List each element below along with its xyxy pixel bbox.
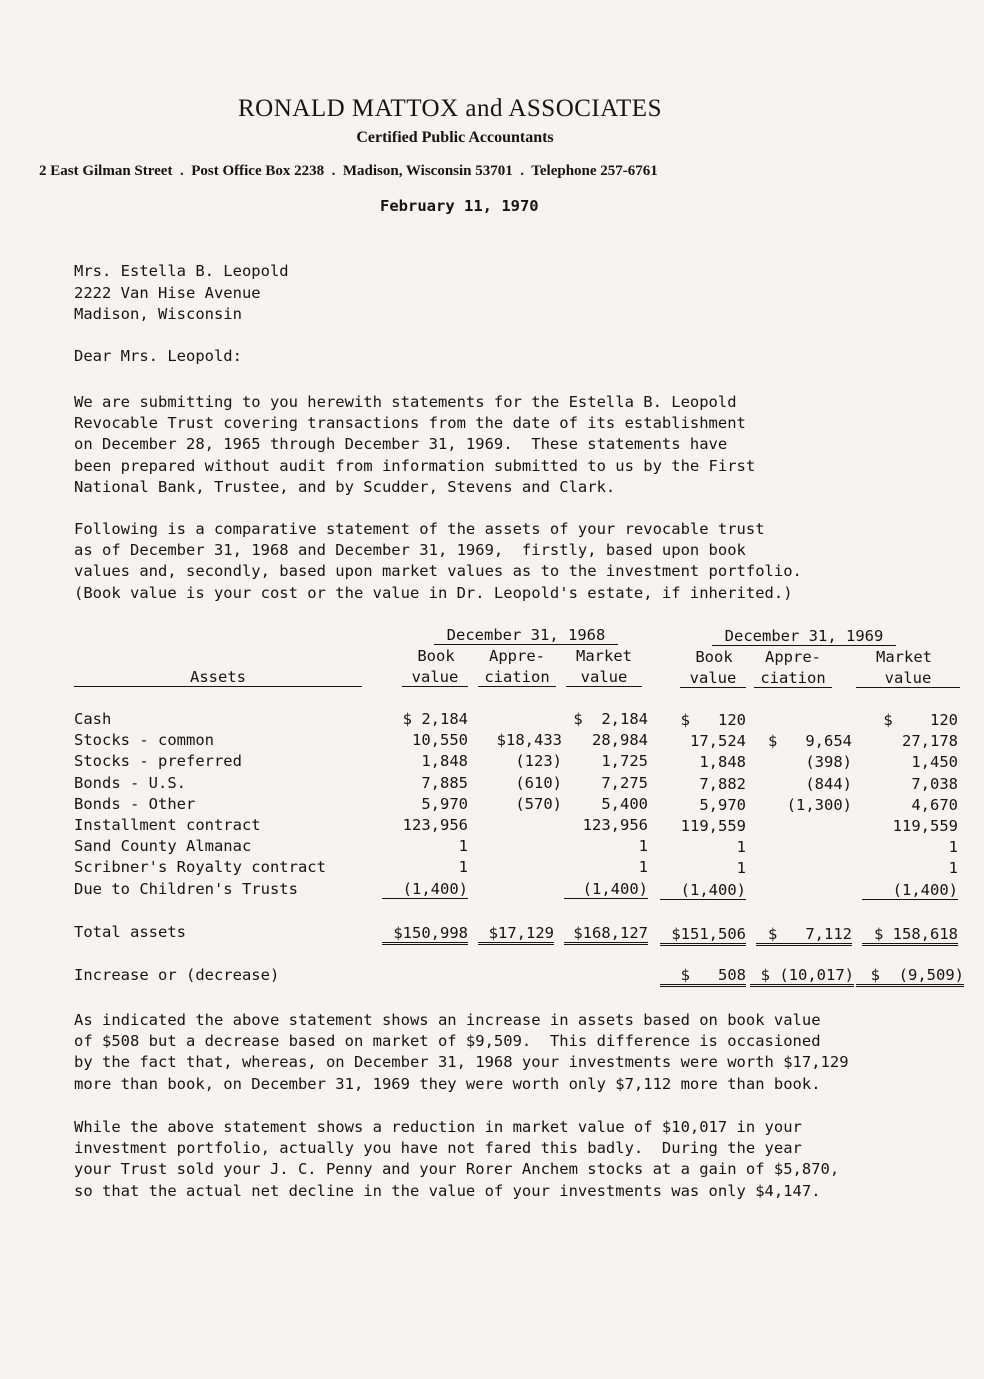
- table-cell-m68: 1,725: [601, 752, 648, 771]
- table-cell-a68: $18,433: [496, 731, 562, 750]
- table-cell-m69: (1,400): [862, 881, 958, 900]
- table-cell-m69: 4,670: [911, 795, 958, 814]
- firm-name: RONALD MATTOX and ASSOCIATES: [238, 95, 662, 122]
- table-row-label: Cash: [74, 710, 112, 728]
- table-row-label: Scribner's Royalty contract: [74, 858, 326, 877]
- col-header-assets: Assets: [74, 668, 362, 687]
- total-appreciation-1969: $ 7,112: [756, 925, 852, 946]
- table-row-label: Stocks - preferred: [74, 752, 242, 771]
- table-cell-b68: 123,956: [402, 816, 468, 834]
- table-cell-a68: (610): [515, 773, 562, 792]
- table-cell-b69: $ 120: [680, 711, 746, 729]
- col-header-market-value: value: [856, 669, 960, 688]
- col-header-appreciation-2: ciation: [478, 668, 556, 687]
- table-cell-m68: 1: [638, 837, 648, 856]
- paragraph-line: as of December 31, 1968 and December 31, 1969, firstly, based upon book: [74, 541, 746, 560]
- paragraph-line: National Bank, Trustee, and by Scudder, Stevens and Clark.: [74, 477, 616, 496]
- paragraph-line: We are submitting to you herewith statements for the Estella B. Leopold: [74, 393, 737, 411]
- recipient-street: 2222 Van Hise Avenue: [74, 284, 261, 302]
- table-cell-b68: 10,550: [412, 731, 468, 750]
- paragraph-line: your Trust sold your J. C. Penny and your Rorer Anchem stocks at a gain of $5,870,: [74, 1160, 840, 1179]
- table-cell-b69: 17,524: [690, 732, 746, 751]
- recipient-city: Madison, Wisconsin: [74, 305, 242, 323]
- paragraph-line: values and, secondly, based upon market values as to the investment portfolio.: [74, 562, 802, 581]
- table-cell-b68: 1: [458, 837, 468, 856]
- table-cell-m69: 27,178: [902, 732, 958, 751]
- table-cell-a68: (570): [515, 794, 562, 813]
- table-row-label: Bonds - Other: [74, 794, 196, 813]
- table-row-label: Stocks - common: [74, 731, 214, 750]
- table-cell-m68: 1: [638, 858, 648, 877]
- table-cell-b69: 1,848: [699, 753, 746, 772]
- letter-date: February 11, 1970: [380, 197, 539, 215]
- firm-subtitle: Certified Public Accountants: [356, 129, 554, 146]
- paragraph-line: of $508 but a decrease based on market of $9,509. This difference is occasioned: [74, 1032, 821, 1051]
- recipient-name: Mrs. Estella B. Leopold: [74, 262, 289, 280]
- paragraph-line: As indicated the above statement shows an increase in assets based on book value: [74, 1011, 821, 1029]
- table-cell-m69: 119,559: [892, 817, 958, 835]
- table-cell-m69: 1: [948, 838, 958, 857]
- total-book-1968: $150,998: [382, 924, 468, 945]
- period-header-1969: December 31, 1969: [712, 627, 896, 646]
- table-cell-m69: $ 120: [883, 711, 958, 729]
- col-header-market: Market: [576, 647, 632, 665]
- table-cell-b69: 7,882: [699, 774, 746, 793]
- paragraph-net-decline: [74, 1117, 974, 1202]
- col-header-book: Book: [417, 647, 455, 665]
- col-header-book-value: value: [402, 668, 468, 687]
- table-cell-a69: (398): [805, 753, 852, 772]
- table-row-label: Installment contract: [74, 816, 261, 834]
- paragraph-comparative: [74, 519, 934, 604]
- total-market-1968: $168,127: [564, 924, 648, 945]
- table-cell-a69: (1,300): [786, 795, 852, 814]
- table-cell-a69: (844): [805, 774, 852, 793]
- col-header-appreciation: Appre-: [489, 647, 545, 665]
- paragraph-line: Following is a comparative statement of the assets of your revocable trust: [74, 520, 765, 538]
- table-cell-a68: (123): [515, 752, 562, 771]
- table-cell-m69: 7,038: [911, 774, 958, 793]
- col-header-appreciation-2: ciation: [754, 669, 832, 688]
- period-header-1968: December 31, 1968: [434, 626, 618, 645]
- change-book-1969: $ 508: [660, 966, 746, 987]
- paragraph-line: Revocable Trust covering transactions from the date of its establishment: [74, 414, 746, 433]
- paragraph-explanation: [74, 1010, 974, 1095]
- table-cell-b68: $ 2,184: [402, 710, 468, 728]
- table-cell-m69: 1,450: [911, 753, 958, 772]
- paragraph-line: investment portfolio, actually you have not fared this badly. During the year: [74, 1139, 802, 1158]
- paragraph-line: so that the actual net decline in the value of your investments was only $4,147.: [74, 1181, 821, 1200]
- table-cell-b68: 1,848: [421, 752, 468, 771]
- paragraph-line: While the above statement shows a reduction in market value of $10,017 in your: [74, 1118, 802, 1136]
- table-cell-b69: 119,559: [680, 817, 746, 835]
- table-cell-m68: (1,400): [564, 880, 648, 899]
- table-cell-b69: 1: [736, 838, 746, 857]
- col-header-appreciation: Appre-: [765, 648, 821, 666]
- table-cell-m68: 5,400: [601, 794, 648, 813]
- table-cell-b69: 5,970: [699, 795, 746, 814]
- paragraph-line: on December 28, 1965 through December 31, 1969. These statements have: [74, 435, 728, 454]
- change-market-1969: $ (9,509): [856, 966, 964, 987]
- col-header-market-value: value: [566, 668, 642, 687]
- firm-address: 2 East Gilman Street . Post Office Box 2238 . Madison, Wisconsin 53701 . Telephone 257-6761: [39, 163, 658, 179]
- table-cell-b68: 5,970: [421, 794, 468, 813]
- total-book-1969: $151,506: [660, 925, 746, 946]
- total-label: Total assets: [74, 923, 186, 941]
- table-cell-m68: $ 2,184: [573, 710, 648, 728]
- col-header-book: Book: [695, 648, 733, 666]
- table-row-label: Due to Children's Trusts: [74, 879, 298, 898]
- paragraph-line: (Book value is your cost or the value in Dr. Leopold's estate, if inherited.): [74, 583, 793, 602]
- change-label: Increase or (decrease): [74, 966, 280, 984]
- paragraph-intro: [74, 392, 934, 498]
- salutation: Dear Mrs. Leopold:: [74, 347, 242, 365]
- table-cell-m68: 123,956: [582, 816, 648, 834]
- table-cell-a69: $ 9,654: [768, 732, 852, 751]
- table-cell-b69: 1: [736, 859, 746, 878]
- paragraph-line: by the fact that, whereas, on December 31, 1968 your investments were worth $17,129: [74, 1053, 849, 1072]
- paragraph-line: been prepared without audit from information submitted to us by the First: [74, 456, 756, 475]
- total-market-1969: $ 158,618: [862, 925, 958, 946]
- table-cell-m68: 7,275: [601, 773, 648, 792]
- change-appreciation-1969: $ (10,017): [750, 966, 854, 987]
- table-cell-b68: 7,885: [421, 773, 468, 792]
- table-cell-m68: 28,984: [592, 731, 648, 750]
- table-cell-b68: 1: [458, 858, 468, 877]
- table-cell-b68: (1,400): [382, 880, 468, 899]
- table-cell-m69: 1: [948, 859, 958, 878]
- table-row-label: Bonds - U.S.: [74, 773, 186, 792]
- total-appreciation-1968: $17,129: [478, 924, 554, 945]
- table-cell-b69: (1,400): [660, 881, 746, 900]
- col-header-book-value: value: [680, 669, 746, 688]
- table-row-label: Sand County Almanac: [74, 837, 252, 856]
- col-header-market: Market: [876, 648, 932, 666]
- paragraph-line: more than book, on December 31, 1969 they were worth only $7,112 more than book.: [74, 1074, 821, 1093]
